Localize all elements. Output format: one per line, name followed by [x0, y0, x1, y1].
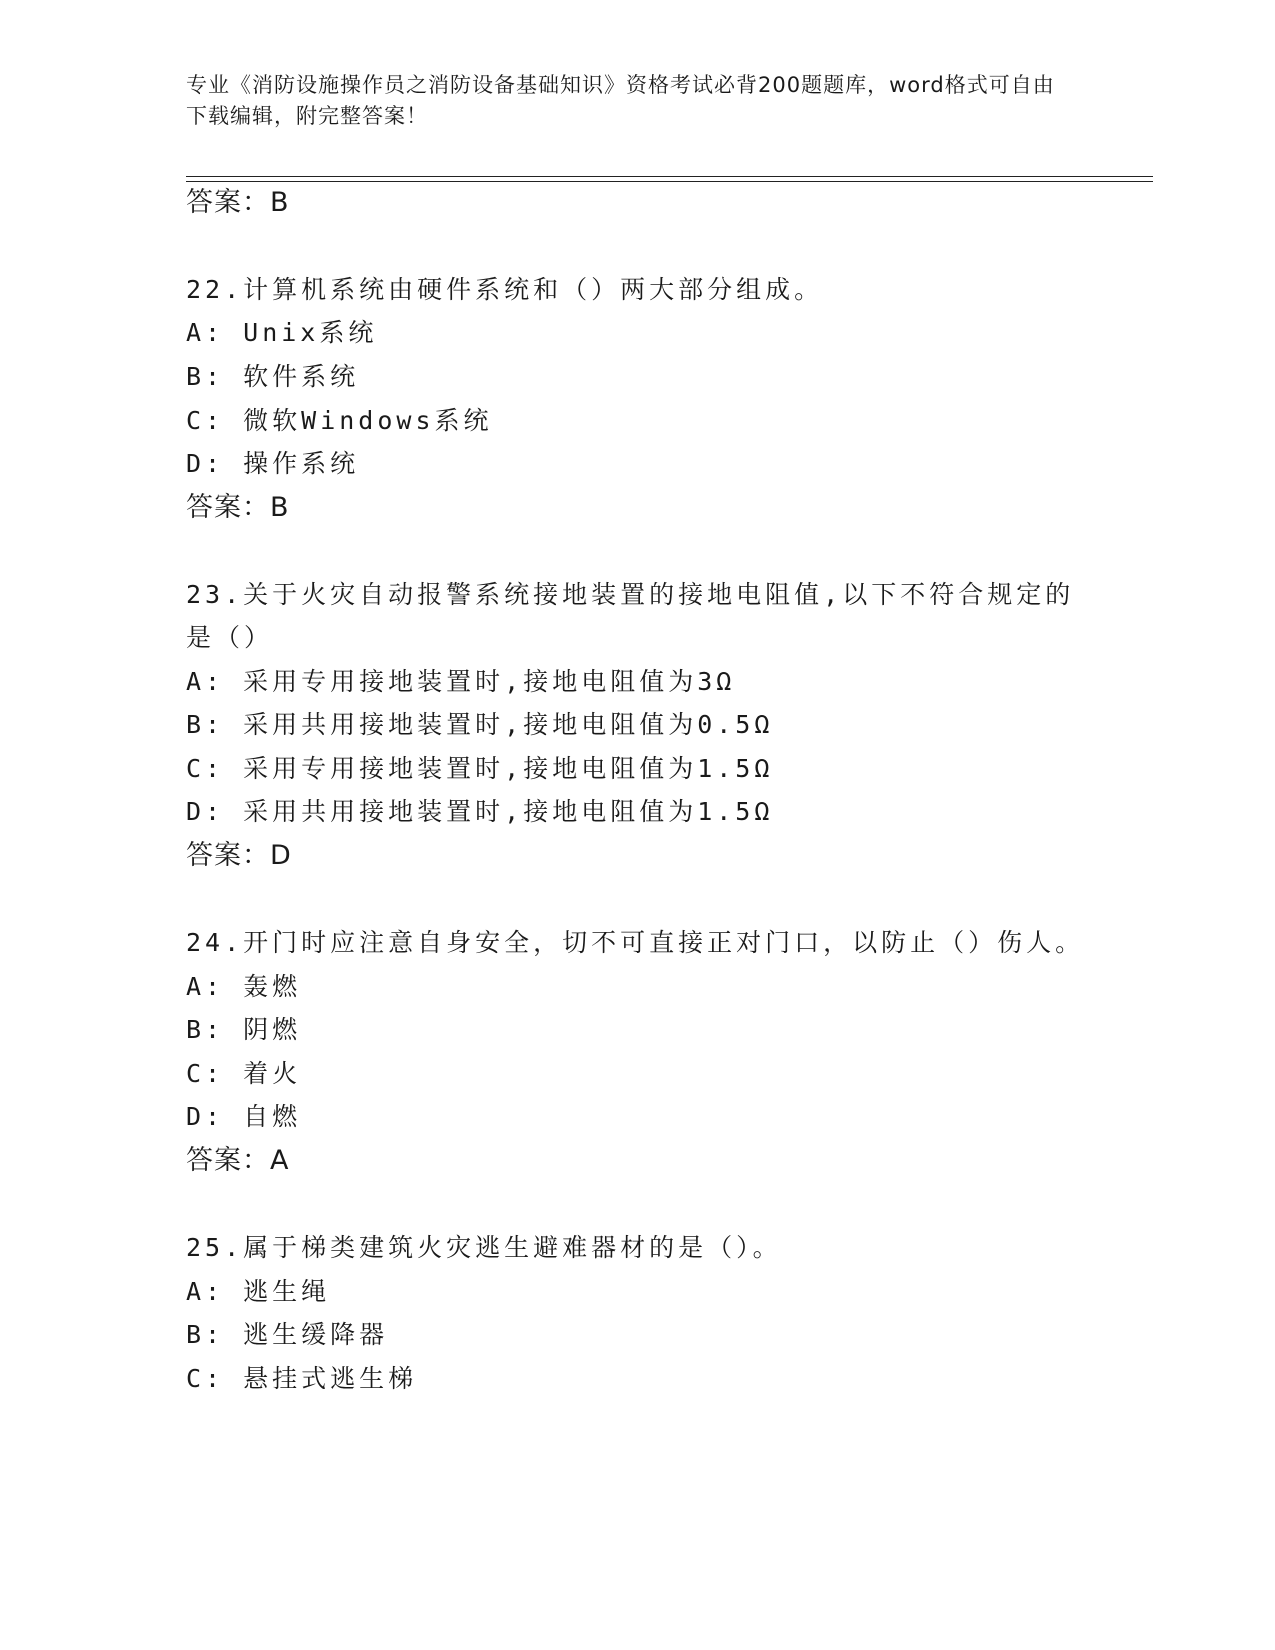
option-a: A: 轰燃: [186, 972, 302, 1001]
header-rule-bottom: [186, 181, 1153, 182]
answer-line: 答案：B: [186, 492, 290, 523]
question-stem: 22.计算机系统由硬件系统和（）两大部分组成。: [186, 275, 824, 304]
option-b: B: 软件系统: [186, 362, 360, 391]
option-b: B: 阴燃: [186, 1015, 302, 1044]
question-stem-cont: 是（）: [186, 623, 274, 652]
answer-line: 答案：D: [186, 840, 292, 871]
answer-line: 答案：A: [186, 1145, 290, 1176]
option-b: B: 逃生缓降器: [186, 1320, 389, 1349]
option-d: D: 操作系统: [186, 449, 360, 478]
option-c: C: 采用专用接地装置时,接地电阻值为1.5Ω: [186, 754, 774, 783]
option-a: A: 逃生绳: [186, 1277, 331, 1306]
option-c: C: 悬挂式逃生梯: [186, 1364, 418, 1393]
option-a: A: Unix系统: [186, 318, 378, 347]
option-d: D: 自燃: [186, 1102, 302, 1131]
answer-line: 答案：B: [186, 187, 290, 218]
document-header: 专业《消防设施操作员之消防设备基础知识》资格考试必背200题题库，word格式可自由下载编辑，附完整答案！: [186, 73, 1055, 128]
question-stem: 23.关于火灾自动报警系统接地装置的接地电阻值,以下不符合规定的: [186, 580, 1075, 609]
question-stem: 25.属于梯类建筑火灾逃生避难器材的是（）。: [186, 1233, 782, 1262]
option-c: C: 着火: [186, 1059, 302, 1088]
header-rule-top: [186, 176, 1153, 177]
option-b: B: 采用共用接地装置时,接地电阻值为0.5Ω: [186, 710, 774, 739]
option-d: D: 采用共用接地装置时,接地电阻值为1.5Ω: [186, 797, 774, 826]
question-stem: 24.开门时应注意自身安全，切不可直接正对门口，以防止（）伤人。: [186, 928, 1085, 957]
option-c: C: 微软Windows系统: [186, 406, 493, 435]
option-a: A: 采用专用接地装置时,接地电阻值为3Ω: [186, 667, 736, 696]
